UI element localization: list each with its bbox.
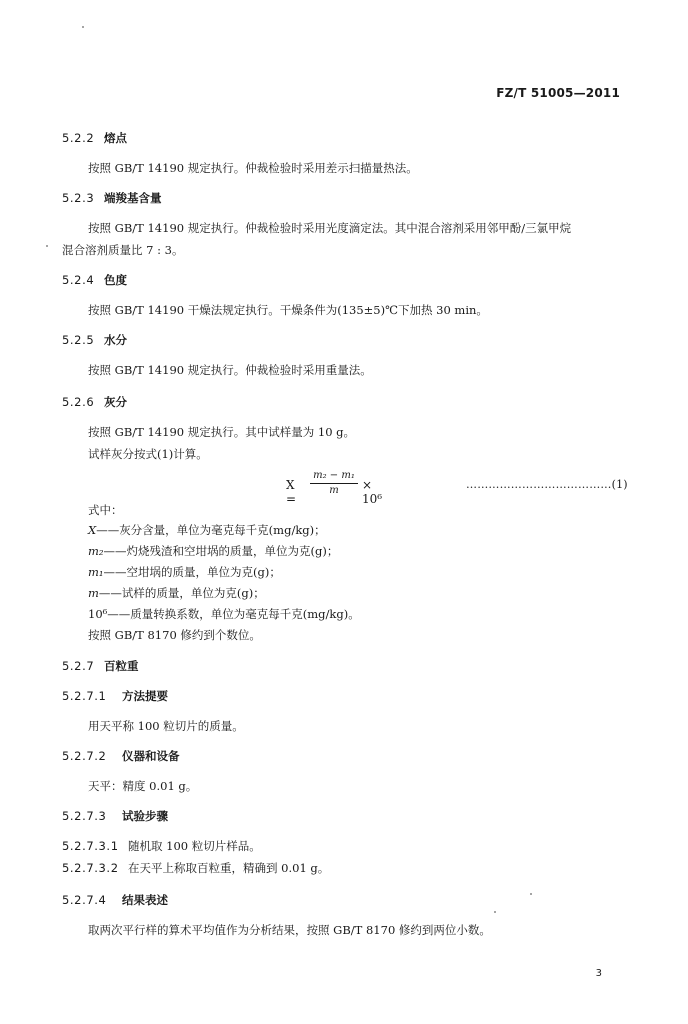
fraction-bar: [310, 483, 358, 484]
section-number: 5.2.7.3.2: [62, 861, 119, 875]
where-label: 式中：: [88, 503, 123, 517]
section-title: 熔点: [104, 131, 127, 145]
section-number: 5.2.5: [62, 333, 95, 347]
formula-rhs: × 10⁶: [362, 478, 383, 506]
paragraph: 按照 GB/T 14190 规定执行。仲裁检验时采用重量法。: [88, 363, 372, 377]
where-symbol: m: [88, 586, 99, 600]
paragraph-continuation: 混合溶剂质量比 7 : 3。: [62, 243, 184, 257]
where-item: [88, 543, 338, 559]
section-heading: [62, 332, 127, 348]
section-number: 5.2.2: [62, 131, 95, 145]
paragraph: 按照 GB/T 14190 规定执行。其中试样量为 10 g。: [88, 425, 356, 439]
section-number: 5.2.7: [62, 659, 95, 673]
section-heading: [62, 748, 180, 764]
where-item: [88, 585, 265, 601]
scan-speck: [82, 26, 84, 28]
section-title: 方法提要: [122, 689, 168, 703]
section-title: 色度: [104, 273, 127, 287]
paragraph: 按照 GB/T 14190 干燥法规定执行。干燥条件为(135±5)℃下加热 30 min。: [88, 303, 488, 317]
where-item: [88, 522, 326, 538]
section-number: 5.2.6: [62, 395, 95, 409]
section-text: 随机取 100 粒切片样品。: [128, 839, 261, 853]
page-number: 3: [595, 968, 602, 979]
section-heading: [62, 808, 168, 824]
where-symbol: 10⁶: [88, 607, 108, 621]
where-symbol: m₂: [88, 544, 104, 558]
section-number: 5.2.7.4: [62, 893, 107, 907]
paragraph: 按照 GB/T 14190 规定执行。仲裁检验时采用光度滴定法。其中混合溶剂采用邻甲酚/三氯甲烷: [88, 221, 572, 235]
where-item: [88, 564, 281, 580]
formula-numerator: m₂ − m₁: [313, 470, 355, 481]
section-heading: [62, 190, 162, 206]
section-number: 5.2.7.2: [62, 749, 107, 763]
section-number: 5.2.7.3.1: [62, 839, 119, 853]
where-item: [88, 606, 360, 622]
section-heading: [62, 394, 127, 410]
formula-fraction: [310, 470, 358, 497]
where-text: ——试样的质量，单位为克(g)；: [98, 586, 265, 600]
where-symbol: X: [88, 523, 97, 537]
section-heading: [62, 688, 168, 704]
section-number: 5.2.7.3: [62, 809, 107, 823]
section-title: 结果表述: [122, 893, 168, 907]
formula-lhs: X =: [286, 478, 297, 506]
section-heading: [62, 658, 139, 674]
section-text: 在天平上称取百粒重，精确到 0.01 g。: [128, 861, 330, 875]
formula-denominator: m: [329, 485, 339, 496]
paragraph: 试样灰分按式(1)计算。: [88, 447, 208, 461]
section-heading: [62, 130, 127, 146]
subsection-line: [62, 860, 329, 876]
scan-speck: [530, 893, 532, 895]
section-title: 试验步骤: [122, 809, 168, 823]
section-title: 仪器和设备: [122, 749, 180, 763]
scan-speck: [494, 911, 496, 913]
section-title: 端羧基含量: [104, 191, 162, 205]
section-title: 百粒重: [104, 659, 139, 673]
where-text: ——灼烧残渣和空坩埚的质量，单位为克(g)；: [103, 544, 339, 558]
where-symbol: m₁: [88, 565, 104, 579]
scan-speck: [46, 245, 48, 247]
section-title: 灰分: [104, 395, 127, 409]
section-title: 水分: [104, 333, 127, 347]
section-number: 5.2.4: [62, 273, 95, 287]
where-text: ——空坩埚的质量，单位为克(g)；: [103, 565, 281, 579]
equation-number: …………………………………(1): [466, 478, 628, 491]
paragraph: 按照 GB/T 8170 修约到个数位。: [88, 628, 261, 642]
standard-number: FZ/T 51005—2011: [496, 86, 620, 100]
section-number: 5.2.3: [62, 191, 95, 205]
subsection-line: [62, 838, 261, 854]
section-number: 5.2.7.1: [62, 689, 107, 703]
where-text: ——质量转换系数，单位为毫克每千克(mg/kg)。: [107, 607, 360, 621]
paragraph: 用天平称 100 粒切片的质量。: [88, 719, 244, 733]
paragraph: 按照 GB/T 14190 规定执行。仲裁检验时采用差示扫描量热法。: [88, 161, 418, 175]
section-heading: [62, 272, 127, 288]
paragraph: 天平：精度 0.01 g。: [88, 779, 198, 793]
section-heading: [62, 892, 168, 908]
where-text: ——灰分含量，单位为毫克每千克(mg/kg)；: [96, 523, 326, 537]
paragraph: 取两次平行样的算术平均值作为分析结果，按照 GB/T 8170 修约到两位小数。: [88, 923, 491, 937]
